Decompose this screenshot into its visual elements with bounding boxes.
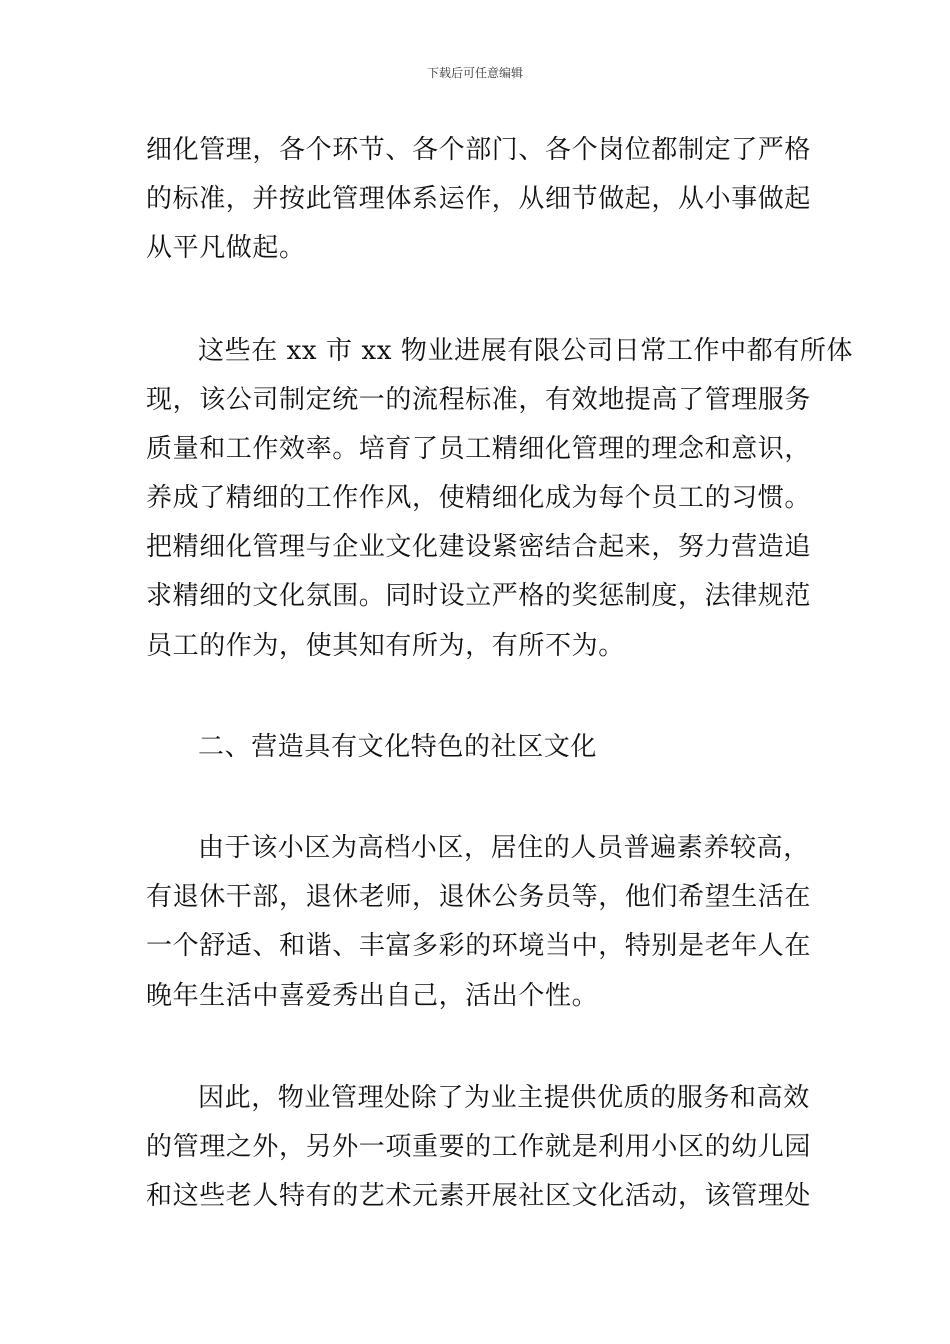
paragraph-3-line-4: 晚年生活中喜爱秀出自己，活出个性。 <box>146 981 599 1011</box>
paragraph-4-line-2: 的管理之外，另外一项重要的工作就是利用小区的幼儿园 <box>146 1132 812 1162</box>
paragraph-2-line-3: 质量和工作效率。培育了员工精细化管理的理念和意识， <box>146 434 812 464</box>
paragraph-2-line-1: 这些在 xx 市 xx 物业进展有限公司日常工作中都有所体 <box>198 336 854 366</box>
paragraph-1-line-2: 的标准，并按此管理体系运作，从细节做起，从小事做起 <box>146 184 812 214</box>
paragraph-2-line-2: 现，该公司制定统一的流程标准，有效地提高了管理服务 <box>146 385 812 415</box>
page-header-note: 下载后可任意编辑 <box>426 66 523 80</box>
paragraph-3-line-3: 一个舒适、和谐、丰富多彩的环境当中，特别是老年人在 <box>146 931 812 961</box>
paragraph-2-line-4: 养成了精细的工作作风，使精细化成为每个员工的习惯。 <box>146 483 812 513</box>
section-heading: 二、营造具有文化特色的社区文化 <box>198 732 598 762</box>
paragraph-4-line-1: 因此，物业管理处除了为业主提供优质的服务和高效 <box>198 1083 810 1113</box>
paragraph-3-line-1: 由于该小区为高档小区，居住的人员普遍素养较高， <box>198 833 810 863</box>
paragraph-2-line-5: 把精细化管理与企业文化建设紧密结合起来，努力营造追 <box>146 532 812 562</box>
paragraph-3-line-2: 有退休干部，退休老师，退休公务员等，他们希望生活在 <box>146 882 812 912</box>
paragraph-1-line-1: 细化管理，各个环节、各个部门、各个岗位都制定了严格 <box>146 135 812 165</box>
paragraph-4-line-3: 和这些老人特有的艺术元素开展社区文化活动，该管理处 <box>146 1181 812 1211</box>
paragraph-2-line-7: 员工的作为，使其知有所为，有所不为。 <box>146 631 625 661</box>
paragraph-2-line-6: 求精细的文化氛围。同时设立严格的奖惩制度，法律规范 <box>146 581 812 611</box>
paragraph-1-line-3: 从平凡做起。 <box>146 233 306 263</box>
